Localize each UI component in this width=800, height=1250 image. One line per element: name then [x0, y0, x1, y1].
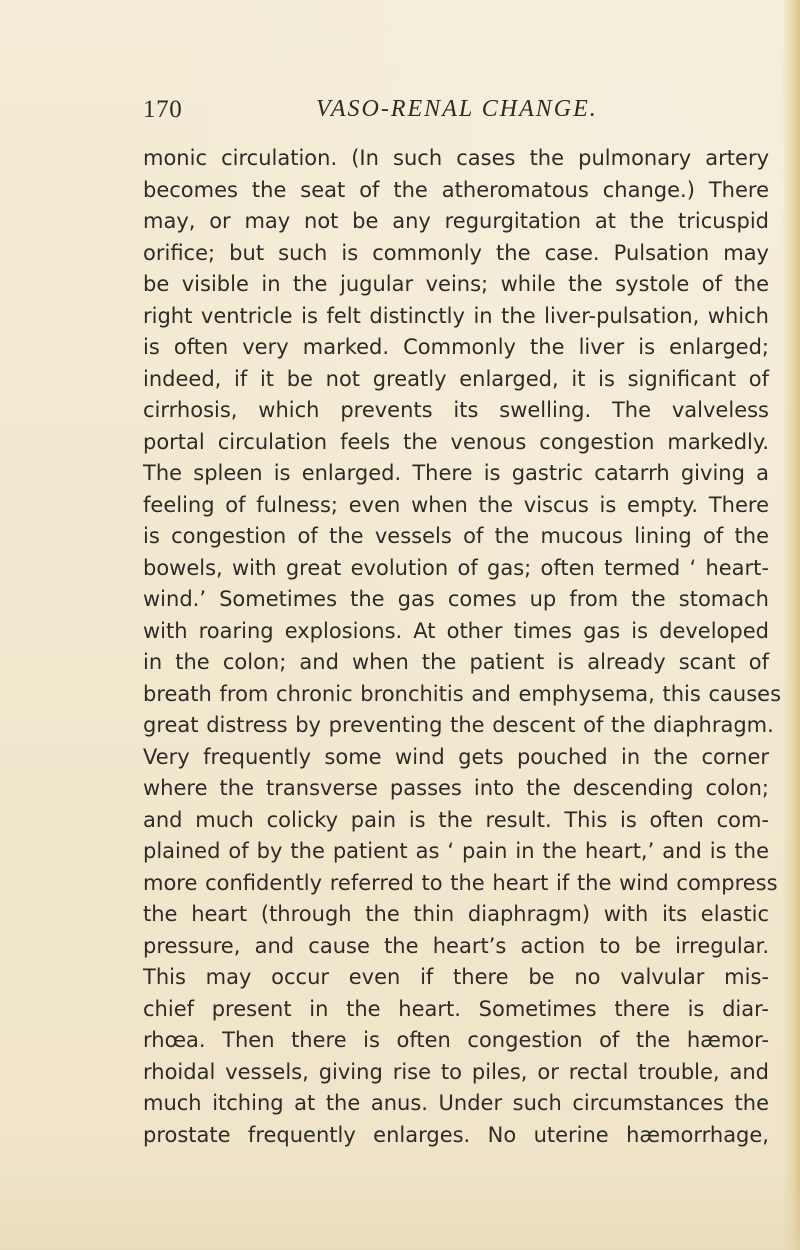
text-line: with roaring explosions. At other times gas is developed — [143, 618, 769, 643]
text-line: bowels, with great evolution of gas; often termed ‘ heart- — [143, 555, 769, 580]
text-line: prostate frequently enlarges. No uterine hæmorrhage, — [143, 1122, 769, 1147]
text-line: indeed, if it be not greatly enlarged, it is significant of — [143, 366, 769, 391]
running-head: VASO-RENAL CHANGE. — [316, 96, 598, 122]
text-line: much itching at the anus. Under such circumstances the — [143, 1091, 769, 1115]
page-header — [143, 96, 763, 132]
text-line: This may occur even if there be no valvular mis- — [143, 965, 769, 989]
text-line: and much colicky pain is the result. This is often com- — [143, 807, 769, 832]
text-line: more confidently referred to the heart if the wind compress — [143, 870, 778, 895]
text-line: breath from chronic bronchitis and emphysema, this causes — [143, 681, 782, 706]
text-line: The spleen is enlarged. There is gastric catarrh giving a — [143, 461, 769, 485]
page-edge-shadow — [782, 0, 800, 1250]
text-line: be visible in the jugular veins; while the systole of the — [143, 272, 769, 296]
text-line: rhœa. Then there is often congestion of the hæmor- — [143, 1028, 769, 1052]
page-number: 170 — [143, 96, 183, 123]
text-line: the heart (through the thin diaphragm) with its elastic — [143, 902, 769, 926]
text-line: portal circulation feels the venous congestion markedly. — [143, 429, 769, 454]
body-text — [143, 143, 782, 1151]
text-line: becomes the seat of the atheromatous change.) There — [143, 177, 769, 202]
page-bottom-shade — [0, 1160, 800, 1250]
text-line: wind.’ Sometimes the gas comes up from the stomach — [143, 587, 769, 611]
text-line: right ventricle is felt distinctly in the liver-pulsation, which — [143, 303, 769, 328]
text-line: orifice; but such is commonly the case. Pulsation may — [143, 240, 769, 265]
text-line: may, or may not be any regurgitation at the tricuspid — [143, 209, 769, 233]
text-line: pressure, and cause the heart’s action to be irregular. — [143, 933, 769, 958]
text-line: in the colon; and when the patient is already scant of — [143, 650, 769, 674]
text-line: monic circulation. (In such cases the pulmonary artery — [143, 146, 769, 170]
text-line: where the transverse passes into the descending colon; — [143, 776, 769, 800]
text-line: is often very marked. Commonly the liver is enlarged; — [143, 335, 769, 359]
text-line: feeling of fulness; even when the viscus is empty. There — [143, 492, 769, 517]
text-line: great distress by preventing the descent of the diaphragm. — [143, 713, 774, 737]
text-line: cirrhosis, which prevents its swelling. The valveless — [143, 398, 769, 422]
text-line: Very frequently some wind gets pouched in the corner — [143, 744, 769, 769]
text-line: rhoidal vessels, giving rise to piles, or rectal trouble, and — [143, 1059, 769, 1084]
text-line: chief present in the heart. Sometimes there is diar- — [143, 996, 769, 1021]
text-line: is congestion of the vessels of the mucous lining of the — [143, 524, 769, 548]
text-line: plained of by the patient as ‘ pain in the heart,’ and is the — [143, 839, 769, 863]
